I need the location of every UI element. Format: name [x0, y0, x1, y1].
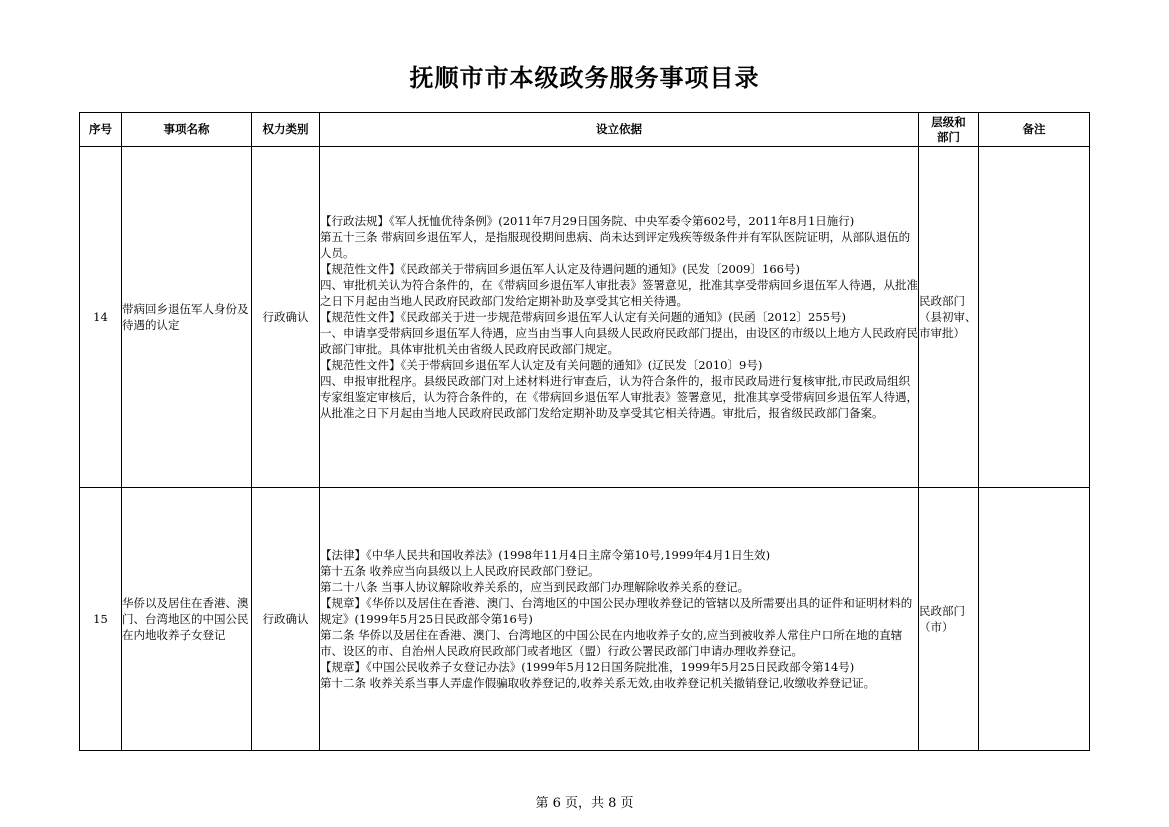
table-row — [80, 147, 1090, 488]
basis-line: 【规范性文件】《民政部关于进一步规范带病回乡退伍军人认定有关问题的通知》(民函〔2012〕255号) — [320, 310, 846, 324]
legal-basis — [320, 147, 919, 488]
remark — [979, 147, 1090, 488]
department: 民政部门（县初审、市审批） — [919, 147, 979, 488]
basis-line: 【规章】《中国公民收养子女登记办法》(1999年5月12日国务院批准，1999年5月25日民政部令第14号) — [320, 660, 855, 674]
basis-line: 第二条 华侨以及居住在香港、澳门、台湾地区的中国公民在内地收养子女的,应当到被收养人常住户口所在地的直辖市、设区的市、自治州人民政府民政部门或者地区（盟）行政公署民政部门申请办理收养登记。 — [320, 628, 903, 658]
row-number: 15 — [80, 488, 122, 751]
basis-line: 【规范性文件】《关于带病回乡退伍军人认定及有关问题的通知》(辽民发〔2010〕9号) — [320, 358, 763, 372]
basis-line: 第十二条 收养关系当事人弄虚作假骗取收养登记的,收养关系无效,由收养登记机关撤销登记,收缴收养登记证。 — [320, 676, 876, 690]
basis-line: 【法律】《中华人民共和国收养法》(1998年11月4日主席令第10号,1999年4月1日生效) — [320, 548, 771, 562]
basis-line: 第五十三条 带病回乡退伍军人，是指服现役期间患病、尚未达到评定残疾等级条件并有军队医院证明，从部队退伍的人员。 — [320, 230, 911, 260]
page-footer: 第 6 页，共 8 页 — [535, 796, 634, 811]
page-title: 抚顺市市本级政务服务事项目录 — [409, 64, 760, 92]
basis-line: 四、审批机关认为符合条件的，在《带病回乡退伍军人审批表》签署意见，批准其享受带病回乡退伍军人待遇，从批准之日下月起由当地人民政府民政部门发给定期补助及享受其它相关待遇。 — [320, 278, 918, 308]
header-remark: 备注 — [979, 113, 1090, 147]
row-number: 14 — [80, 147, 122, 488]
power-type: 行政确认 — [252, 147, 320, 488]
header-dept — [919, 113, 979, 147]
legal-basis — [320, 488, 919, 751]
basis-line: 【规章】《华侨以及居住在香港、澳门、台湾地区的中国公民办理收养登记的管辖以及所需要出具的证件和证明材料的规定》(1999年5月25日民政部令第16号) — [320, 596, 913, 626]
basis-line: 第十五条 收养应当向县级以上人民政府民政部门登记。 — [320, 564, 600, 578]
basis-line: 第二十八条 当事人协议解除收养关系的，应当到民政部门办理解除收养关系的登记。 — [320, 580, 750, 594]
basis-line: 四、申报审批程序。县级民政部门对上述材料进行审查后，认为符合条件的，报市民政局进行复核审批,市民政局组织专家组鉴定审核后，认为符合条件的，在《带病回乡退伍军人审批表》签署意见，批准其享受带病回乡退伍军人待遇，从批准之日下月起由当地人民政府民政部门发给定期补助及享受其它相关待遇。审批后，报省级民政部门备案。 — [320, 374, 918, 420]
item-name: 华侨以及居住在香港、澳门、台湾地区的中国公民在内地收养子女登记 — [122, 488, 252, 751]
department: 民政部门（市） — [919, 488, 979, 751]
header-type: 权力类别 — [252, 113, 320, 147]
header-basis: 设立依据 — [320, 113, 919, 147]
header-dept-label: 层级和部门 — [931, 114, 966, 144]
basis-line: 一、申请享受带病回乡退伍军人待遇，应当由当事人向县级人民政府民政部门提出，由设区的市级以上地方人民政府民政部门审批。具体审批机关由省级人民政府民政部门规定。 — [320, 326, 918, 356]
table-row — [80, 488, 1090, 751]
table-header-row — [80, 113, 1090, 147]
power-type: 行政确认 — [252, 488, 320, 751]
header-name: 事项名称 — [122, 113, 252, 147]
service-catalog-table — [79, 112, 1090, 751]
remark — [979, 488, 1090, 751]
basis-line: 【行政法规】《军人抚恤优待条例》(2011年7月29日国务院、中央军委令第602号，2011年8月1日施行) — [320, 214, 855, 228]
header-no: 序号 — [80, 113, 122, 147]
item-name: 带病回乡退伍军人身份及待遇的认定 — [122, 147, 252, 488]
basis-line: 【规范性文件】《民政部关于带病回乡退伍军人认定及待遇问题的通知》(民发〔2009〕166号) — [320, 262, 800, 276]
